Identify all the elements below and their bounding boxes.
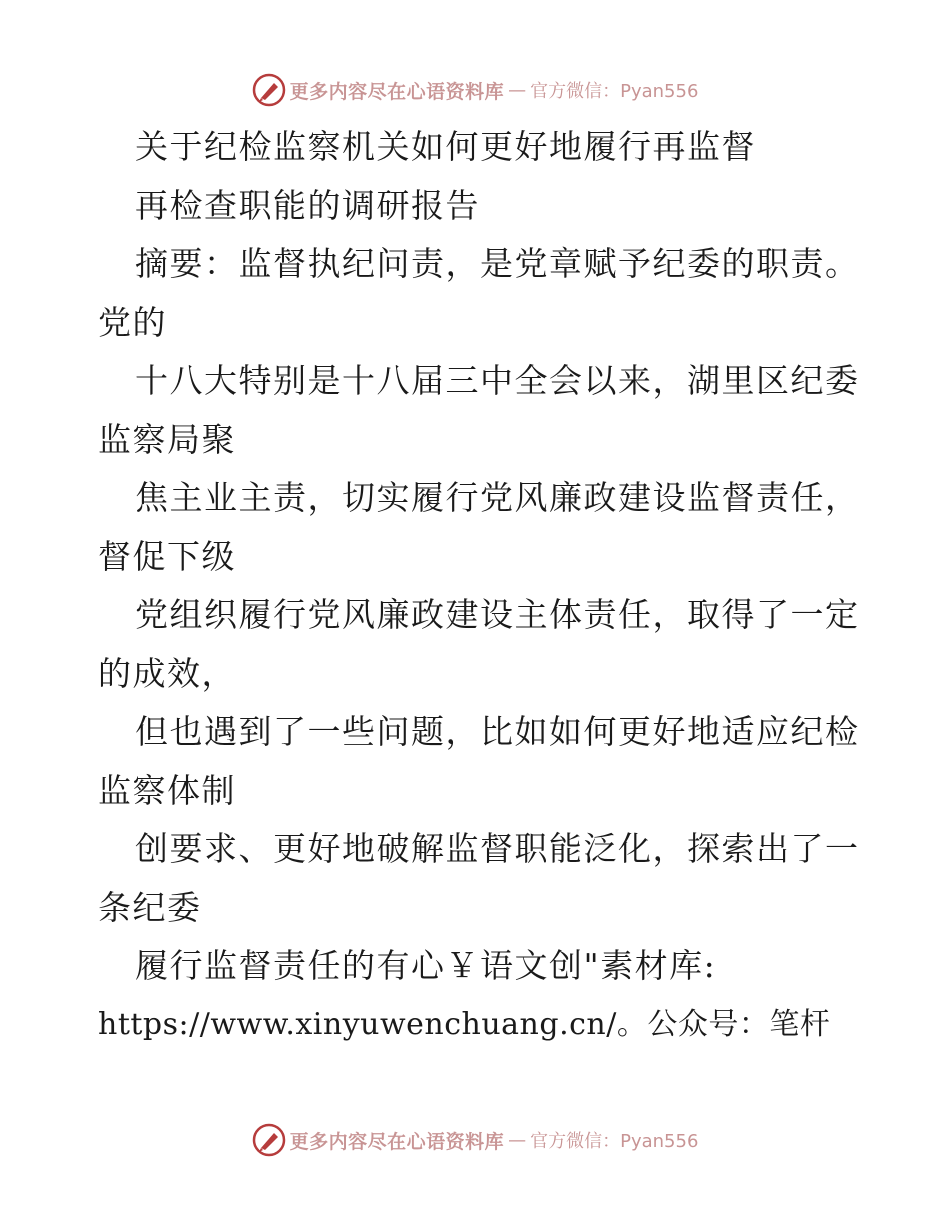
pen-logo-icon bbox=[252, 1123, 286, 1157]
paragraph-line: 督促下级 bbox=[98, 536, 236, 576]
header-brand-text: 更多内容尽在心语资料库 bbox=[289, 80, 505, 103]
paragraph-line: 监察体制 bbox=[98, 770, 236, 810]
footer-wechat-text: 官方微信：Pyan556 bbox=[530, 1131, 699, 1152]
page-footer bbox=[0, 1120, 950, 1160]
paragraph-line: 条纪委 bbox=[98, 887, 202, 927]
paragraph-line: 摘要：监督执纪问责，是党章赋予纪委的职责。 bbox=[135, 244, 860, 283]
paragraph-line: 但也遇到了一些问题，比如如何更好地适应纪检 bbox=[135, 712, 860, 751]
paragraph-line: 十八大特别是十八届三中全会以来，湖里区纪委 bbox=[135, 361, 860, 400]
header-watermark bbox=[252, 73, 699, 107]
paragraph-line: 党组织履行党风廉政建设主体责任，取得了一定 bbox=[135, 595, 860, 634]
pen-logo-icon bbox=[252, 73, 286, 107]
paragraph-line: 监察局聚 bbox=[98, 419, 236, 459]
footer-dash: — bbox=[508, 1129, 527, 1151]
header-wechat-text: 官方微信：Pyan556 bbox=[530, 81, 699, 102]
paragraph-line: 焦主业主责，切实履行党风廉政建设监督责任， bbox=[135, 478, 860, 517]
page-header bbox=[0, 70, 950, 110]
paragraph-line: 的成效， bbox=[98, 653, 236, 693]
footer-watermark bbox=[252, 1123, 699, 1157]
footer-brand-text: 更多内容尽在心语资料库 bbox=[289, 1130, 505, 1153]
url-line: https://www.xinyuwenchuang.cn/。公众号：笔杆 bbox=[98, 1006, 831, 1042]
paragraph-line: 党的 bbox=[98, 302, 167, 342]
paragraph-line: 履行监督责任的有心￥语文创"素材库: bbox=[135, 946, 717, 985]
title-line-1: 关于纪检监察机关如何更好地履行再监督 bbox=[135, 127, 756, 166]
header-dash: — bbox=[508, 79, 527, 101]
title-line-2: 再检查职能的调研报告 bbox=[135, 185, 480, 225]
paragraph-line: 创要求、更好地破解监督职能泛化，探索出了一 bbox=[135, 829, 860, 868]
document-body bbox=[98, 118, 888, 1054]
